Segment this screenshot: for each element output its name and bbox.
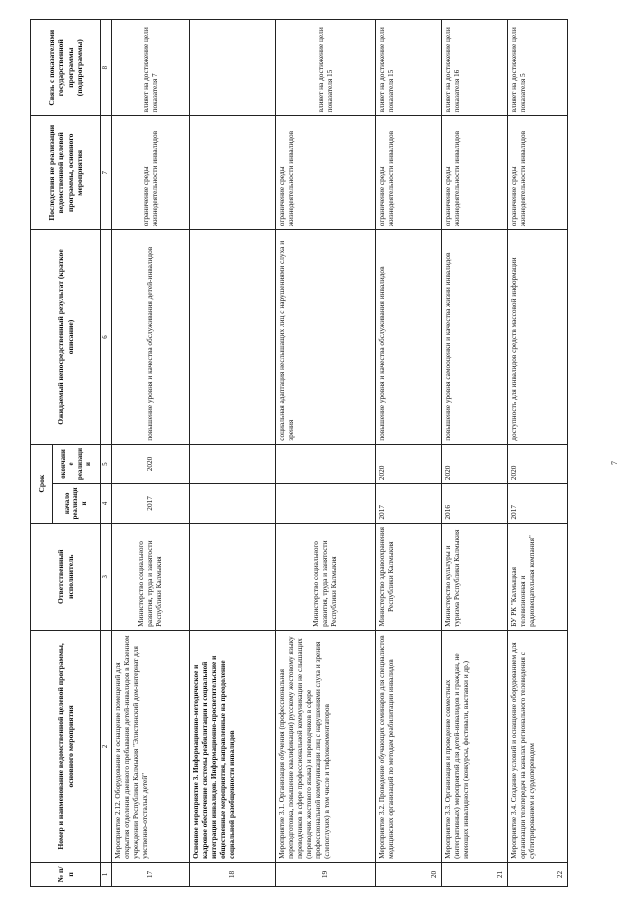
row-end xyxy=(190,444,276,483)
row-start: 2016 xyxy=(442,484,508,523)
table-row xyxy=(112,20,190,887)
row-executor: Министерство здравоохранения Республики Калмыкия xyxy=(376,523,442,630)
col-number: 8 xyxy=(101,20,112,116)
row-consequences: ограничение среды жизнедеятельности инвалидов xyxy=(376,116,442,230)
row-end: 2020 xyxy=(376,444,442,483)
row-num: 18 xyxy=(190,862,276,886)
row-link: влияет на достижение цели показателя 15 xyxy=(276,20,376,116)
row-end xyxy=(276,444,376,483)
row-result xyxy=(190,230,276,445)
row-executor: БУ РК "Калмыцкая телевизионная и радиовещательная компания" xyxy=(508,523,568,630)
row-name: Мероприятие 3.2. Проведение обучающих семинаров для специалистов медицинских организаций по методам реабилитации инвалидов xyxy=(376,630,442,862)
row-executor xyxy=(190,523,276,630)
table-row xyxy=(190,20,276,887)
row-consequences: ограничение среды жизнедеятельности инвалидов xyxy=(112,116,190,230)
row-result: доступность для инвалидов средств массовой информации xyxy=(508,230,568,445)
row-consequences: ограничение среды жизнедеятельности инвалидов xyxy=(508,116,568,230)
row-start: 2017 xyxy=(508,484,568,523)
row-link: влияет на достижение цели показателя 15 xyxy=(376,20,442,116)
row-result: повышение уровня и качества обслуживания инвалидов xyxy=(376,230,442,445)
row-num: 19 xyxy=(276,862,376,886)
table-row xyxy=(376,20,442,887)
row-end: 2020 xyxy=(442,444,508,483)
program-table xyxy=(30,19,568,887)
header-term: Срок xyxy=(31,444,53,523)
row-result: повышение уровня и качества обслуживания детей-инвалидов xyxy=(112,230,190,445)
row-executor: Министерство социального развития, труда и занятости Республики Калмыкия xyxy=(276,523,376,630)
table-row xyxy=(508,20,568,887)
row-num: 17 xyxy=(112,862,190,886)
col-number: 4 xyxy=(101,484,112,523)
table-row xyxy=(276,20,376,887)
header-start: начало реализации xyxy=(53,484,101,523)
row-start: 2017 xyxy=(376,484,442,523)
row-name: Мероприятие 3.1. Организация обучения (профессиональная переподготовка, повышение квалификации) русскому жестовому языку переводчиков в сфере профессиональной коммуникации не слышащих (переводчик жестового языка) и переводчиков в сфере профессиональной коммуникации лиц с нарушениями слуха и зрения (слепоглухих) в том числе и тифлокомментаторов xyxy=(276,630,376,862)
col-number: 1 xyxy=(101,862,112,886)
header-result: Ожидаемый непосредственный результат (краткое описание) xyxy=(31,230,101,445)
row-name: Мероприятие 3.4. Создание условий и оснащение оборудованием для организации телепередач на каналах регионального телевидения с субтитрированием и сурдопереводом xyxy=(508,630,568,862)
row-end: 2020 xyxy=(112,444,190,483)
row-name: Мероприятие 2.12. Оборудование и оснащение помещений для открытия отделения дневного пребывания детей-инвалидов в Казенном учреждении Республики Калмыкия "Элистинский дом-интернат для умственно-отсталых детей" xyxy=(112,630,190,862)
row-executor: Министерство социального развития, труда и занятости Республики Калмыкия xyxy=(112,523,190,630)
row-start xyxy=(276,484,376,523)
row-result: социальная адаптация неслышащих лиц с нарушениями слуха и зрения xyxy=(276,230,376,445)
row-num: 21 xyxy=(442,862,508,886)
header-num: № п/п xyxy=(31,862,101,886)
row-link: влияет на достижение цели показателя 16 xyxy=(442,20,508,116)
col-number: 7 xyxy=(101,116,112,230)
col-number: 2 xyxy=(101,630,112,862)
row-consequences: ограничение среды жизнедеятельности инвалидов xyxy=(276,116,376,230)
row-link: влияет на достижение цели показателя 5 xyxy=(508,20,568,116)
row-consequences xyxy=(190,116,276,230)
row-result: повышение уровня самооценки и качества жизни инвалидов xyxy=(442,230,508,445)
row-end: 2020 xyxy=(508,444,568,483)
row-start xyxy=(190,484,276,523)
col-number: 6 xyxy=(101,230,112,445)
row-link xyxy=(190,20,276,116)
col-number: 3 xyxy=(101,523,112,630)
row-consequences: ограничение среды жизнедеятельности инвалидов xyxy=(442,116,508,230)
row-num: 22 xyxy=(508,862,568,886)
header-consequences: Последствия не реализации ведомственной целевой программы, основного мероприятия xyxy=(31,116,101,230)
header-link: Связь с показателями государственной программы (подпрограммы) xyxy=(31,20,101,116)
header-executor: Ответственный исполнитель xyxy=(31,523,101,630)
header-name: Номер и наименование ведомственной целевой программы, основного мероприятия xyxy=(31,630,101,862)
row-executor: Министерство культуры и туризма Республики Калмыкия xyxy=(442,523,508,630)
table-row xyxy=(442,20,508,887)
row-link: влияет на достижение цели показателя 7 xyxy=(112,20,190,116)
row-num: 20 xyxy=(376,862,442,886)
row-name: Мероприятие 3.3. Организация и проведение совместных (интегративных) мероприятий для детей-инвалидов и граждан, не имеющих инвалидности (конкурсы, фестивали, выставки и др.) xyxy=(442,630,508,862)
page-number: 7 xyxy=(610,461,619,465)
col-number: 5 xyxy=(101,444,112,483)
row-start: 2017 xyxy=(112,484,190,523)
row-name: Основное мероприятие 3. Информационно-методическое и кадровое обеспечение системы реабилитации и социальной интеграции инвалидов. Информационно-просветительские и общественные мероприятия, направленные на преодоление социальной разобщенности инвалидов xyxy=(190,630,276,862)
header-end: окончание реализации xyxy=(53,444,101,483)
